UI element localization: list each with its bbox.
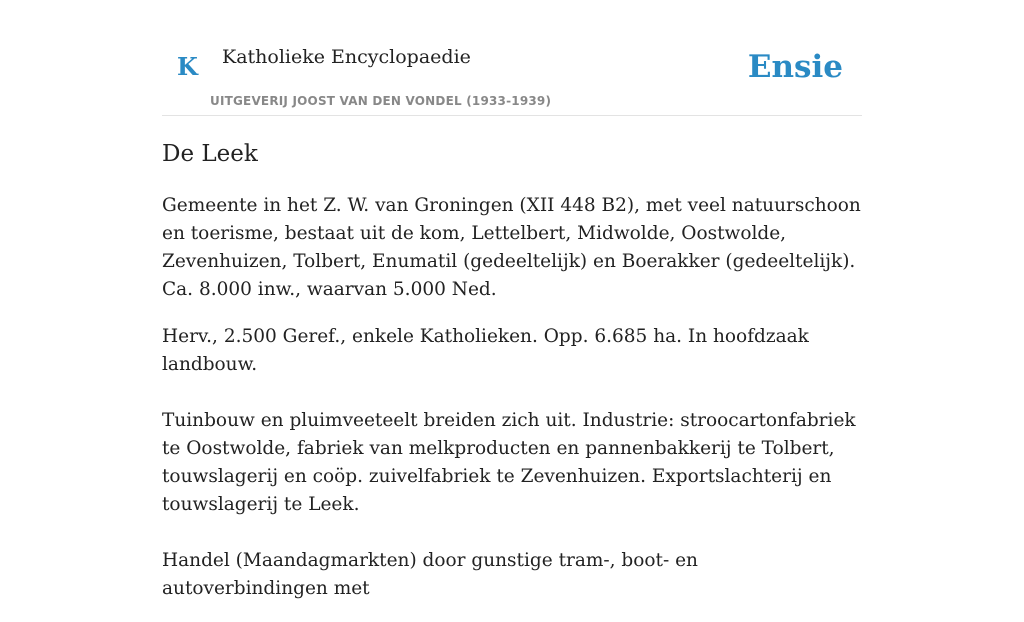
article-paragraph: Handel (Maandagmarkten) door gunstige tram-, boot- en autoverbindingen met bbox=[162, 550, 698, 599]
site-header bbox=[162, 0, 862, 116]
ensie-logo-link[interactable]: Ensie bbox=[747, 49, 843, 85]
publisher-label: UITGEVERIJ JOOST VAN DEN VONDEL (1933-1939) bbox=[210, 94, 552, 108]
book-title[interactable]: Katholieke Encyclopaedie bbox=[222, 46, 471, 68]
article-title: De Leek bbox=[162, 141, 258, 167]
encyclopedia-logo-icon[interactable]: K bbox=[177, 52, 198, 81]
article-paragraph: Herv., 2.500 Geref., enkele Katholieken. Opp. 6.685 ha. In hoofdzaak landbouw. bbox=[162, 326, 809, 375]
article-paragraph: Tuinbouw en pluimveeteelt breiden zich uit. Industrie: stroocartonfabriek te Oostwolde, fabriek van melkproducten en pannenbakkerij te Tolbert, touwslagerij en coöp. zuivelfabriek te Zevenhuizen. Exportslachterij en touwslagerij te Leek. bbox=[162, 410, 856, 515]
article-paragraph: Gemeente in het Z. W. van Groningen (XII 448 B2), met veel natuurschoon en toerisme, bestaat uit de kom, Lettelbert, Midwolde, Oostwolde, Zevenhuizen, Tolbert, Enumatil (gedeeltelijk) en Boerakker (gedeeltelijk). Ca. 8.000 inw., waarvan 5.000 Ned. bbox=[162, 195, 861, 300]
article-content bbox=[162, 138, 862, 622]
